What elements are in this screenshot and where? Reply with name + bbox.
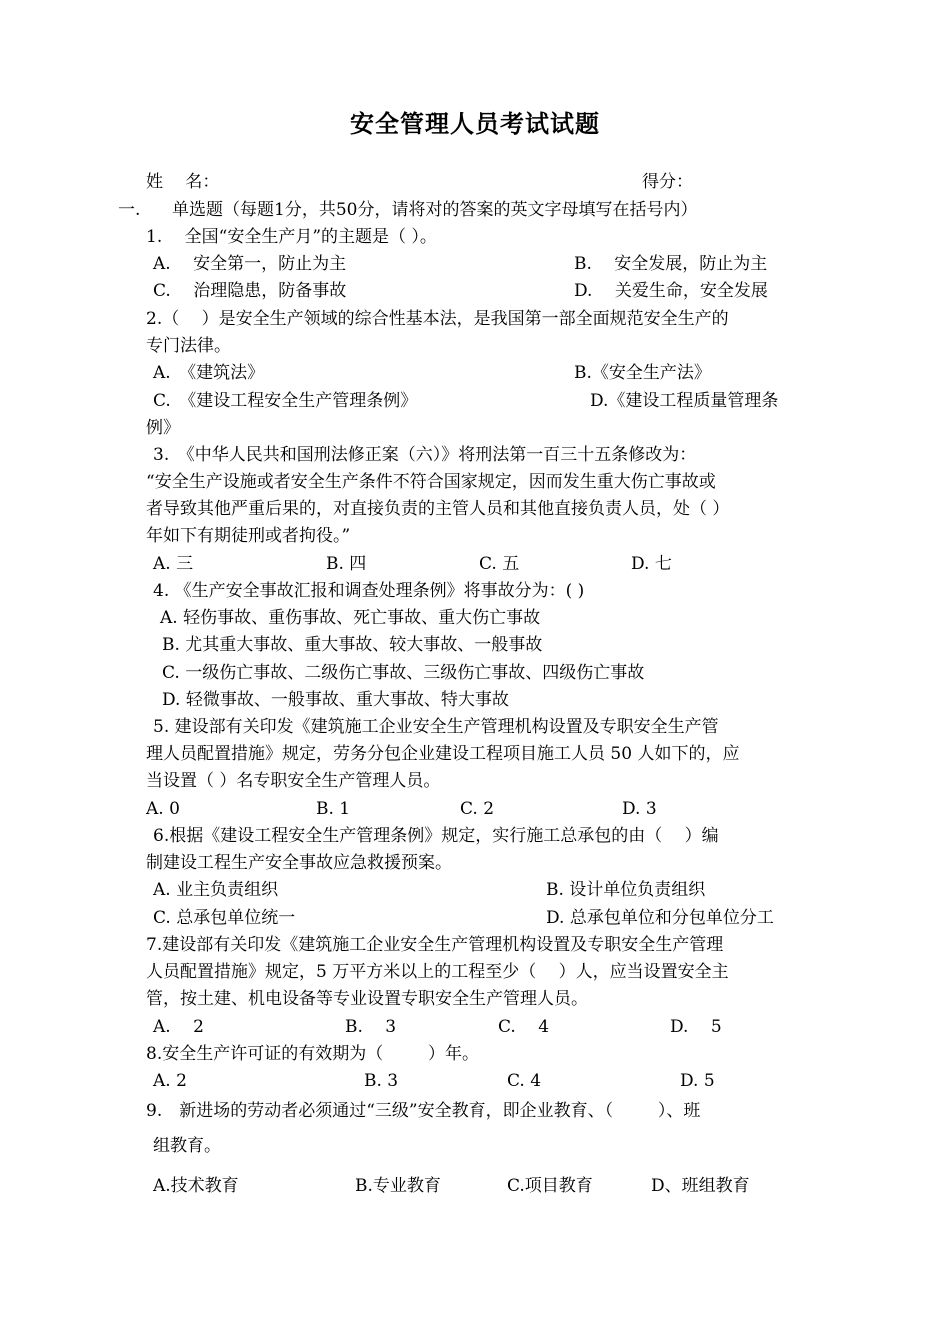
q3-option-c: C. 五 [479,554,520,574]
q2-option-d: D.《建设工程质量管理条 [590,391,779,411]
q2-option-a: A. 《建筑法》 [153,363,265,383]
q1-option-d: D. 关爱生命，安全发展 [574,281,768,301]
q6-option-b: B. 设计单位负责组织 [546,880,706,900]
question-7-text: 7.建设部有关印发《建筑施工企业安全生产管理机构设置及专职安全生产管理 [146,935,724,955]
question-7-text-cont-1: 人员配置措施》规定，5 万平方米以上的工程至少（ ）人，应当设置安全主 [146,962,729,982]
question-9-text-cont: 组教育。 [153,1136,221,1156]
question-6-text: 6.根据《建设工程安全生产管理条例》规定，实行施工总承包的由（ ）编 [153,826,719,846]
question-2-text: 2.（ ）是安全生产领域的综合性基本法，是我国第一部全面规范安全生产的 [146,309,729,329]
question-3-text-cont-3: 年如下有期徒刑或者拘役。” [146,526,351,546]
q5-option-a: A. 0 [146,799,180,819]
question-9-text: 9. 新进场的劳动者必须通过“三级”安全教育，即企业教育、（ ）、班 [146,1101,701,1121]
score-label: 得分： [642,172,693,192]
q6-option-c: C. 总承包单位统一 [153,908,296,928]
q7-option-a: A. 2 [153,1017,204,1037]
q7-option-b: B. 3 [345,1017,397,1037]
q3-option-b: B. 四 [326,554,367,574]
q1-option-a: A. 安全第一，防止为主 [153,254,347,274]
q9-option-a: A.技术教育 [153,1176,239,1196]
q4-option-c: C. 一级伤亡事故、二级伤亡事故、三级伤亡事故、四级伤亡事故 [162,663,645,683]
q4-option-a: A. 轻伤事故、重伤事故、死亡事故、重大伤亡事故 [160,608,541,628]
q8-option-b: B. 3 [364,1071,399,1091]
question-8-text: 8.安全生产许可证的有效期为（ ）年。 [146,1044,480,1064]
section-number: 一. [118,200,141,220]
question-4-text: 4. 《生产安全事故汇报和调查处理条例》将事故分为：( ) [153,581,585,601]
q3-option-a: A. 三 [153,554,194,574]
question-5-text-cont-1: 理人员配置措施》规定，劳务分包企业建设工程项目施工人员 50 人如下的，应 [146,744,740,764]
q6-option-a: A. 业主负责组织 [153,880,279,900]
question-3-text-cont-1: “安全生产设施或者安全生产条件不符合国家规定，因而发生重大伤亡事故或 [146,472,716,492]
question-5-text: 5. 建设部有关印发《建筑施工企业安全生产管理机构设置及专职安全生产管 [153,717,719,737]
page-title: 安全管理人员考试试题 [350,109,600,138]
q2-option-b: B.《安全生产法》 [574,363,711,383]
q2-option-d-cont: 例》 [146,418,180,438]
q7-option-c: C. 4 [498,1017,550,1037]
q8-option-a: A. 2 [153,1071,187,1091]
q2-option-c: C. 《建设工程安全生产管理条例》 [153,391,418,411]
question-3-text: 3. 《中华人民共和国刑法修正案（六）》将刑法第一百三十五条修改为： [153,445,697,465]
q1-option-c: C. 治理隐患，防备事故 [153,281,347,301]
q5-option-d: D. 3 [622,799,657,819]
q4-option-d: D. 轻微事故、一般事故、重大事故、特大事故 [162,690,509,710]
q9-option-b: B.专业教育 [355,1176,441,1196]
q8-option-c: C. 4 [507,1071,542,1091]
q6-option-d: D. 总承包单位和分包单位分工 [546,908,774,928]
question-5-text-cont-2: 当设置（ ）名专职安全生产管理人员。 [146,771,441,791]
q1-option-b: B. 安全发展，防止为主 [574,254,768,274]
q3-option-d: D. 七 [631,554,672,574]
question-7-text-cont-2: 管，按土建、机电设备等专业设置专职安全生产管理人员。 [146,989,588,1009]
question-6-text-cont: 制建设工程生产安全事故应急救援预案。 [146,853,452,873]
q5-option-c: C. 2 [460,799,495,819]
question-2-text-cont: 专门法律。 [146,336,231,356]
q7-option-d: D. 5 [670,1017,722,1037]
question-1-text: 1. 全国“安全生产月”的主题是（ ）。 [146,227,437,247]
q5-option-b: B. 1 [316,799,351,819]
q4-option-b: B. 尤其重大事故、重大事故、较大事故、一般事故 [162,635,543,655]
q9-option-d: D、班组教育 [651,1176,750,1196]
question-3-text-cont-2: 者导致其他严重后果的，对直接负责的主管人员和其他直接负责人员，处（ ） [146,499,730,519]
name-label: 姓 名： [146,172,220,192]
section-heading: 单选题（每题1分，共50分，请将对的答案的英文字母填写在括号内） [172,200,698,220]
q8-option-d: D. 5 [680,1071,715,1091]
q9-option-c: C.项目教育 [507,1176,593,1196]
